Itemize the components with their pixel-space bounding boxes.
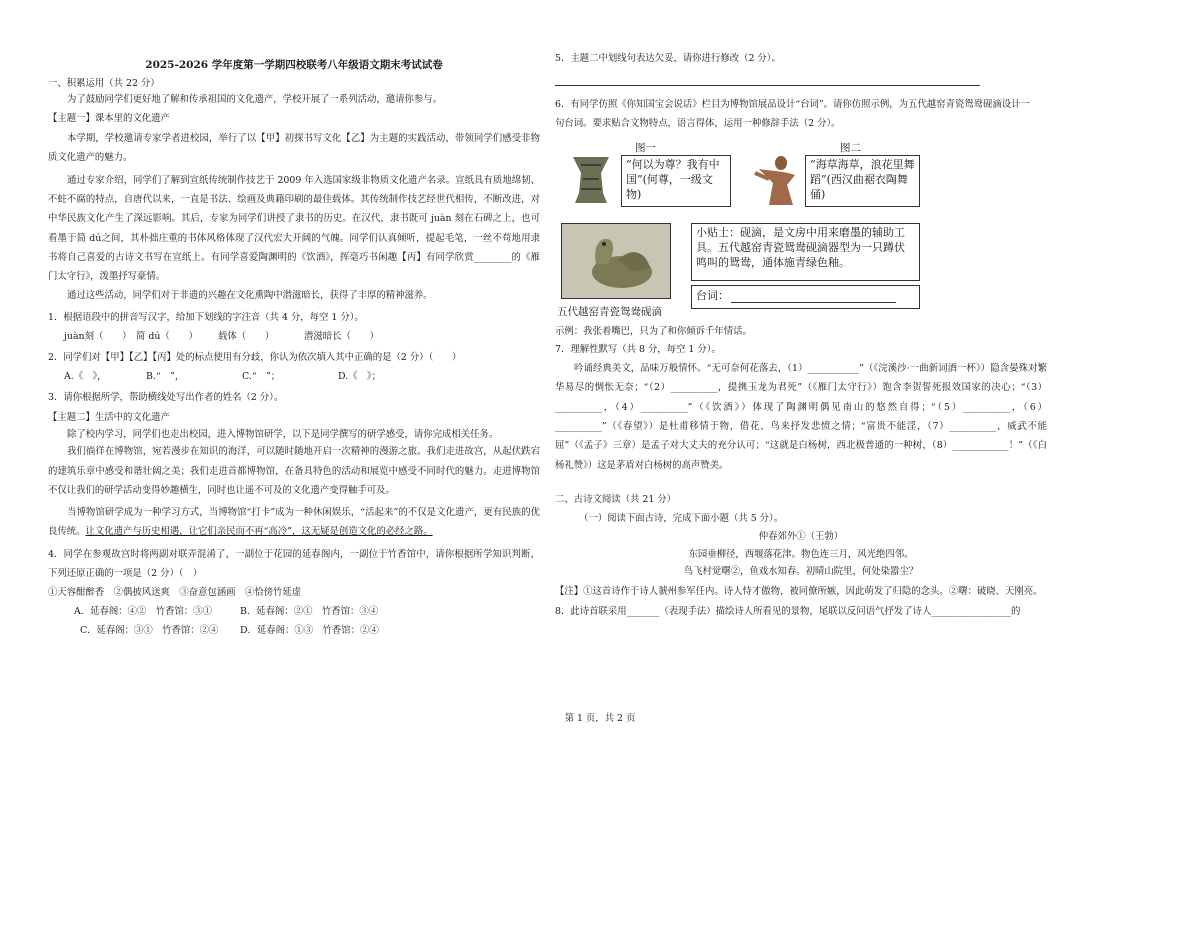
- figure-1-label: 图一: [635, 141, 656, 154]
- question-4: 4．同学在参观故宫时将两副对联弄混淆了，一副位于花园的延春阁内，一副位于竹香馆中，请你根据所学知识判断，下列还原正确的一项是（2 分）（ ）: [48, 548, 540, 580]
- section-heading: 一、积累运用（共 22 分）: [48, 78, 160, 90]
- poem-note: 【注】①这首诗作于诗人虢州参军任内。诗人恃才傲物，被同僚所嫉，因此萌发了归隐的念头。②曙：破晓、天刚亮。: [555, 585, 1043, 597]
- paragraph: 本学期，学校邀请专家学者进校园，举行了以【甲】初探书写文化【乙】为主题的实践活动，带领同学们感受非物质文化遗产的魅力。: [48, 133, 540, 164]
- answer-line: [555, 76, 980, 86]
- bronze-vessel-image: [567, 153, 615, 205]
- sub-heading: （一）阅读下面古诗，完成下面小题（共 5 分）。: [579, 513, 784, 525]
- paragraph: 通过专家介绍，同学们了解到宣纸传统制作技艺于 2009 年入选国家级非物质文化遗产名录。宣纸具有质地绵韧、不蛀不腐的特点，自唐代以来，一直是书法、绘画及典籍印刷的最佳载体。其传统制作技艺经世代相传，不断改进，对中华民族文化产生了深远影响。其后，专家为同学们讲授了隶书的历史。在汉代，隶书既可 juàn 刻在石碑之上，也可看墨于简 dú之间，其朴拙庄重的书体风格体现了汉代宏大开阔的气魄。同学们认真倾听，提起毛笔，一丝不苟地用隶书将自己喜爱的古诗文书写在宣纸上。有同学喜爱陶渊明的《饮酒》，挥毫巧书闲趣【丙】有同学欣赏________的《雁门太守行》，泼墨抒写豪情。: [48, 174, 540, 283]
- taici-label: 台词：: [696, 289, 729, 303]
- figure-1-caption: “何以为尊？我有中国”(何尊，一级文物): [621, 155, 731, 207]
- theme-heading: 【主题一】课本里的文化遗产: [48, 113, 170, 125]
- paragraph-text: 当博物馆研学成为一种学习方式，当博物馆“打卡”成为一种休闲娱乐，“活起来”的不仅是文化遗产，更有民族的优良传统。: [48, 507, 540, 538]
- right-column: [555, 52, 1047, 618]
- underlined-sentence: 让文化遗产与历史相遇，让它们亲民而不再“高冷”，这无疑是创造文化的必经之路。: [85, 526, 433, 538]
- tip-box: 小贴士：砚滴，是文房中用来磨墨的辅助工具。五代越窑青瓷鸳鸯砚滴器型为一只蹲伏鸣叫的鸳鸯，通体施青绿色釉。: [691, 223, 920, 281]
- page-footer: 第 1 页，共 2 页: [564, 713, 636, 724]
- ink-dropper-image-frame: [561, 223, 671, 299]
- q2-option: B.“ ”，: [146, 370, 185, 382]
- paragraph: 我们徜徉在博物馆，宛若漫步在知识的海洋，可以随时随地开启一次精神的漫游之旅。我们走进故宫，从起伏跌宕的建筑乐章中感受和谐壮阔之美；我们走进首都博物馆，在备具特色的活动和展览中感受不同时代的魅力。走进博物馆不仅让我们的研学活动变得妙趣横生，同时也让遥不可及的文化遗产变得触手可及。: [48, 446, 540, 496]
- q4-option: A．延春阁：④② 竹香馆：③①: [74, 605, 213, 617]
- q1-item: 潜滋暗长（ ）: [304, 330, 380, 342]
- theme-heading: 【主题二】生活中的文化遗产: [48, 412, 170, 424]
- question-6-cont: 句台词。要求贴合文物特点，语言得体，运用一种修辞手法（2 分）。: [555, 118, 841, 130]
- paragraph: 除了校内学习，同学们也走出校园，进入博物馆研学，以下是同学撰写的研学感受，请你完成相关任务。: [67, 428, 499, 440]
- q4-option: C．延春阁：③① 竹香馆：②④: [80, 624, 219, 636]
- poem-title: 仲春郊外①（王勃）: [758, 531, 844, 543]
- q2-option: C.“ ”；: [242, 370, 281, 382]
- figure-2-caption: “海草海草，浪花里舞蹈”(西汉曲裾衣陶舞俑): [805, 155, 920, 207]
- question-1: 1．根据语段中的拼音写汉字，给加下划线的字注音（共 4 分，每空 1 分）。: [48, 311, 364, 323]
- q1-items: [48, 330, 540, 344]
- q2-option: A.《 》，: [64, 370, 107, 382]
- question-7: 7．理解性默写（共 8 分，每空 1 分）。: [555, 343, 721, 355]
- question-8: 8．此诗首联采用_______（表现手法）描绘诗人所看见的景物，尾联以反问语气抒发了诗人_________________的: [555, 605, 1021, 617]
- poem-line: 鸟飞村觉曙②，鱼戏水知春。初晴山院里，何处染嚣尘？: [683, 566, 919, 578]
- poem-line: 东园垂柳径，西堰落花津。物色连三月，风光绝四邻。: [688, 548, 914, 560]
- question-5: 5．主题二中划线句表达欠妥，请你进行修改（2 分）。: [555, 53, 781, 64]
- page-title: 2025-2026 学年度第一学期四校联考八年级语文期末考试试卷: [145, 59, 443, 71]
- q4-couplets: ①天容酣醉香 ②偶披风送爽 ③奋意包涵画 ④恰傍竹延虚: [48, 587, 302, 599]
- left-column: [48, 52, 540, 642]
- section-heading: 二、古诗文阅读（共 21 分）: [555, 493, 677, 505]
- question-2: 2．同学们对【甲】【乙】【丙】处的标点使用有分歧，你认为依次填入其中正确的是（2 分）（ ）: [48, 352, 462, 364]
- q1-item: 简 dú（ ）: [136, 330, 198, 342]
- paragraph: [48, 503, 540, 542]
- q1-item: 载体（ ）: [218, 330, 275, 342]
- q1-item: juàn刻（ ）: [64, 330, 132, 342]
- q4-option: D．延春阁：①③ 竹香馆：②④: [240, 624, 379, 636]
- figure-area: [555, 131, 1047, 318]
- question-7-paragraph: 吟诵经典美文，品味万般情怀。“无可奈何花落去，（1）___________”（《浣溪沙·一曲新词酒一杯》）隐含晏殊对繁华易尽的惆怅无奈；“（2）__________，提携玉龙为君死”（《雁门太守行》）饱含李贺誓死报效国家的决心；“（3）__________，（4）__________”（《饮酒》）体现了陶渊明偶见南山的悠然自得；“（5）__________，（6）__________”（《春望》）是杜甫移情于物，借花、鸟来抒发悲愤之情；“富贵不能淫，（7）__________，威武不能屈”（《孟子》三章）是孟子对大丈夫的充分认可；“这就是白杨树，西北极普通的一种树，（8）____________！”（《白杨礼赞》）这是茅盾对白杨树的高声赞美。: [555, 363, 1047, 471]
- figure-3-caption: 五代越窑青瓷鸳鸯砚滴: [557, 305, 662, 318]
- question-6: 6．有同学仿照《你知国宝会说话》栏目为博物馆展品设计“台词”。请你仿照示例，为五代越窑青瓷鸳鸯砚滴设计一: [555, 98, 1030, 110]
- mandarin-duck-ink-dropper-image: [562, 224, 670, 298]
- q4-option: B．延春阁：②① 竹香馆：③④: [240, 605, 379, 617]
- q2-option: D.《 》；: [338, 370, 381, 382]
- answer-blank: [731, 291, 896, 303]
- q4-options: [48, 605, 540, 619]
- question-3: 3．请你根据所学，帮助横线处写出作者的姓名（2 分）。: [48, 392, 284, 404]
- q4-options: [48, 624, 540, 638]
- example-text: 示例：我张着嘴巴，只为了和你倾诉千年情话。: [555, 325, 752, 337]
- dancing-figurine-image: [751, 153, 801, 207]
- figure-2-label: 图二: [840, 141, 861, 154]
- paragraph: 通过这些活动，同学们对于非遗的兴趣在文化熏陶中潜滋暗长，获得了丰厚的精神滋养。: [67, 290, 433, 302]
- intro-text: 为了鼓励同学们更好地了解和传承祖国的文化遗产，学校开展了一系列活动，邀请你参与。: [67, 93, 443, 105]
- q2-options: [48, 370, 540, 384]
- line-input-box: [691, 285, 920, 309]
